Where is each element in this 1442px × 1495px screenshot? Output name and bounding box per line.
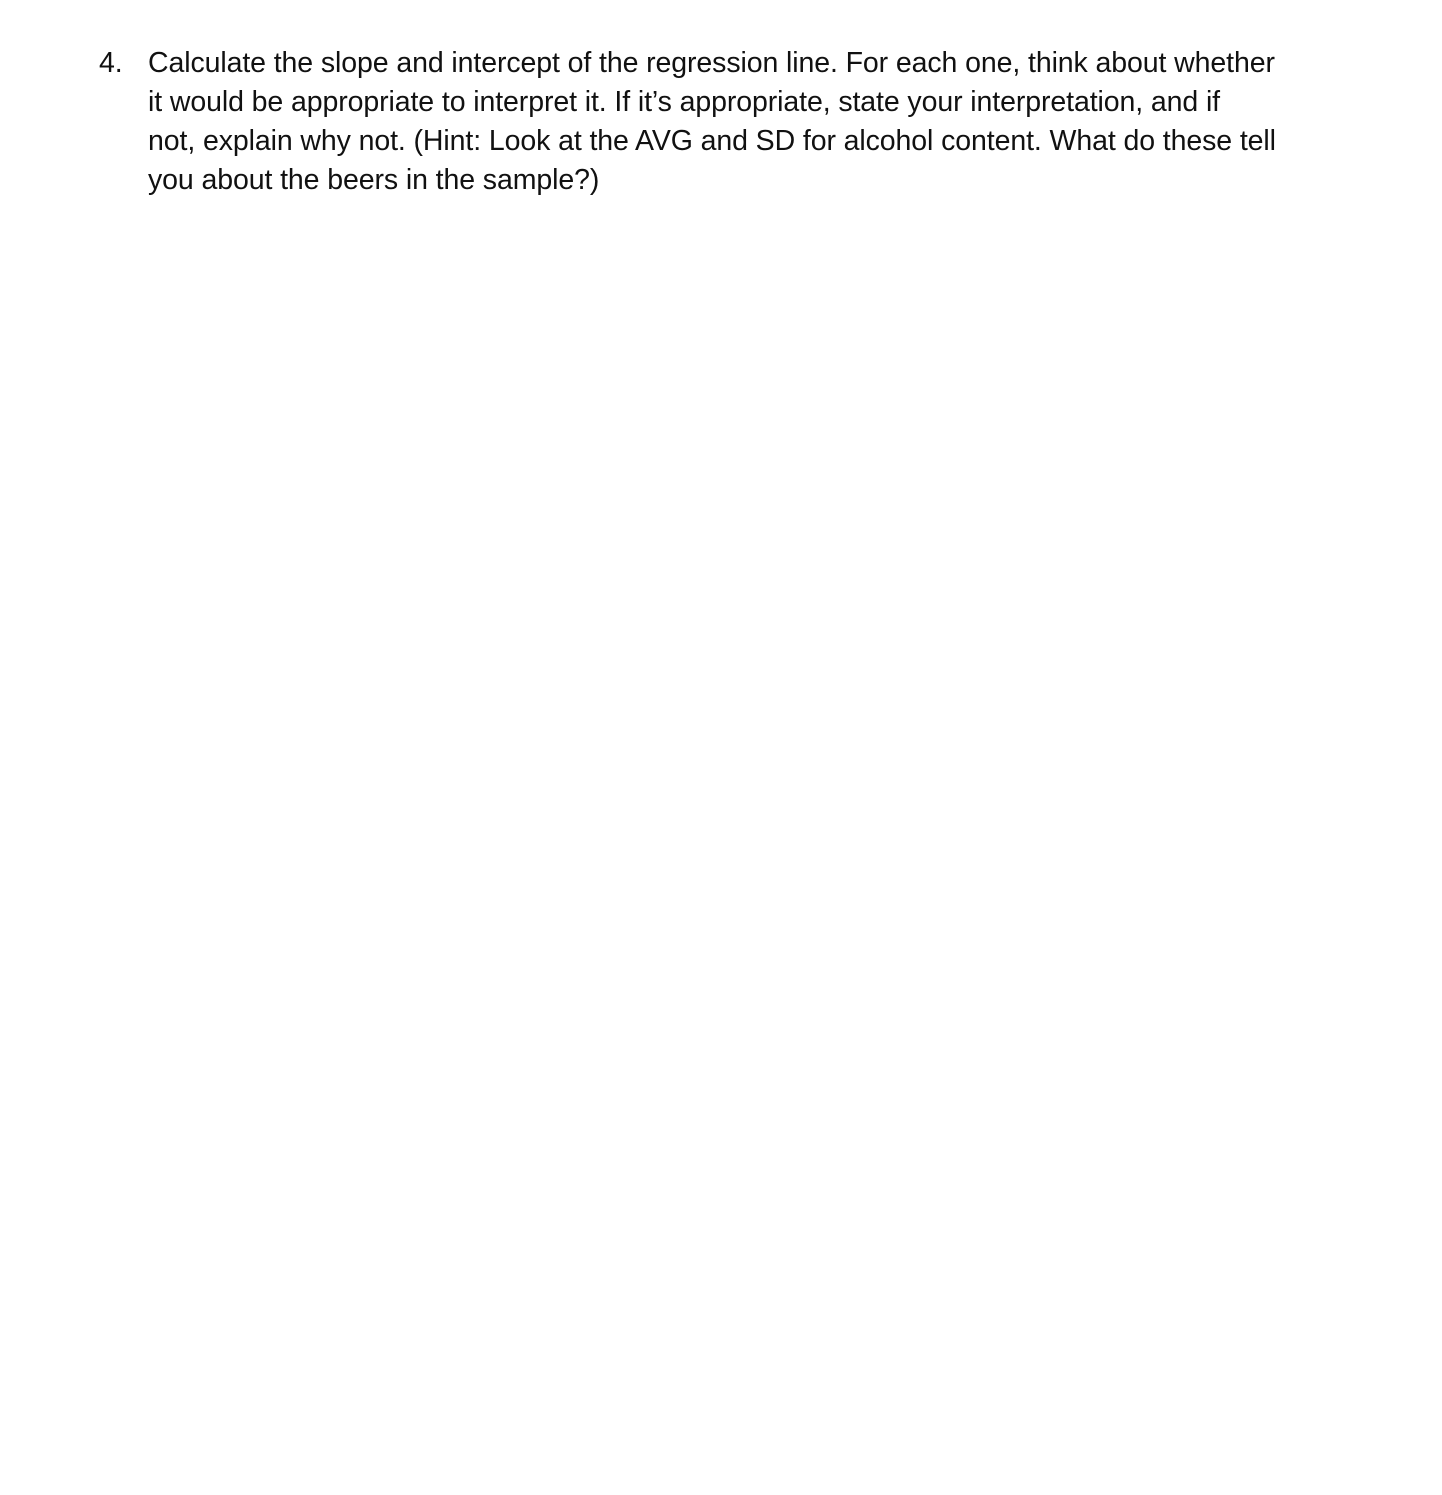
- question-text-line-1: Calculate the slope and intercept of the regression line. For each one, think about whether: [148, 47, 1275, 79]
- question-text-line-4: you about the beers in the sample?): [148, 164, 600, 196]
- question-text: [148, 44, 1349, 200]
- question-4: [99, 44, 1349, 200]
- question-text-line-3: not, explain why not. (Hint: Look at the AVG and SD for alcohol content. What do these tell: [148, 125, 1276, 157]
- question-number: 4.: [99, 47, 123, 79]
- question-text-line-2: it would be appropriate to interpret it. If it’s appropriate, state your interpretation, and if: [148, 86, 1220, 118]
